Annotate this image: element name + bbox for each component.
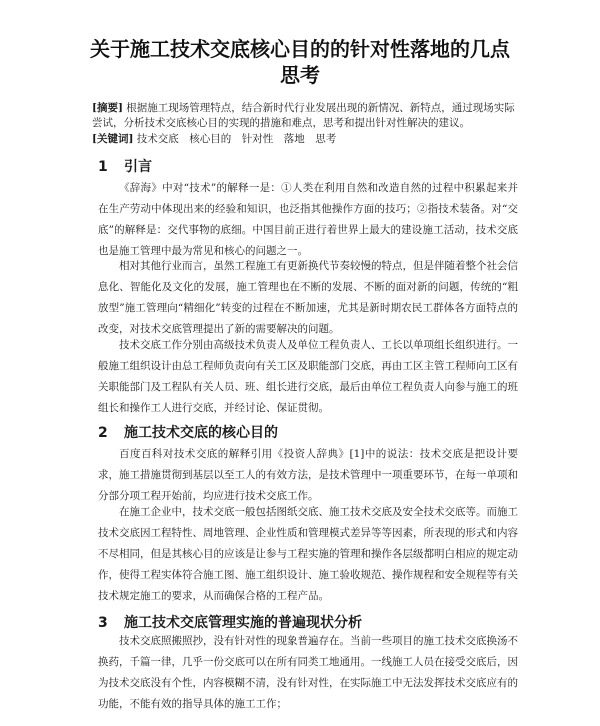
- paragraph: 技术交底照搬照抄，没有针对性的现象普遍存在。当前一些项目的施工技术交底换汤不换药，千篇一律，几乎一份交底可以在所有同类工地通用。一线施工人员在接受交底后，因为技术交底没有个性，内容模糊不清，没有针对性，在实际施工中无法发挥技术交底应有的功能，不能有效的指导具体的施工工作；: [98, 634, 518, 710]
- abstract-text: 根据施工现场管理特点，结合新时代行业发展出现的新情况、新特点，通过现场实际尝试，分析技术交底核心目的实现的措施和难点，思考和提出针对性解决的建议。: [92, 102, 515, 129]
- section-number: 1: [98, 159, 108, 175]
- keywords-label: [关键词]: [92, 133, 134, 145]
- section-number: 2: [98, 425, 108, 441]
- section-title: 施工技术交底的核心目的: [124, 425, 278, 441]
- document-title-line-1: 关于施工技术交底核心目的的针对性落地的几点: [90, 37, 510, 61]
- section-heading: [98, 424, 278, 442]
- keywords: [92, 132, 522, 147]
- document-title-line-2: 思考: [280, 63, 320, 87]
- paragraph: 相对其他行业而言，虽然工程施工有更新换代节奏较慢的特点，但是伴随着整个社会信息化、智能化及文化的发展，施工管理也在不断的发展、不断的面对新的问题，传统的“粗放型”施工管理向“精细化”转变的过程在不断加速，尤其是新时期农民工群体各方面特点的改变，对技术交底管理提出了新的需要解决的问题。: [98, 259, 518, 335]
- abstract-label: [摘要]: [92, 102, 123, 114]
- paragraph: 技术交底工作分别由高级技术负责人及单位工程负责人、工长以单项组长组织进行。一般施工组织设计由总工程师负责向有关工区及职能部门交底，再由工区主管工程师向工区有关职能部门及工程队有关人员、班、组长进行交底，最后由单位工程负责人向参与施工的班组长和操作工人进行交底，并经讨论、保证贯彻。: [98, 338, 518, 414]
- abstract: [92, 101, 522, 131]
- paragraph: 在施工企业中，技术交底一般包括图纸交底、施工技术交底及安全技术交底等。而施工技术交底因工程特性、周地管理、企业性质和管理模式差异等等因素，所表现的形式和内容不尽相同，但是其核心目的应该是让参与工程实施的管理和操作各层级都明白相应的规定动作，使得工程实体符合施工图、施工组织设计、施工验收规范、操作规程和安全规程等有关技术规定施工的要求，从而确保合格的工程产品。: [98, 505, 518, 602]
- section-heading: [98, 614, 362, 632]
- paragraph: 《辞海》中对“技术”的解释一是：①人类在利用自然和改造自然的过程中积累起来并在生产劳动中体现出来的经验和知识，也泛指其他操作方面的技巧；②指技术装备。对“交底”的解释是：交代事物的底细。中国目前正进行着世界上最大的建设施工活动，技术交底也是施工管理中最为常见和核心的问题之一。: [98, 181, 518, 257]
- section-title: 施工技术交底管理实施的普遍现状分析: [124, 615, 362, 631]
- section-title: 引言: [124, 159, 152, 175]
- keywords-text: 技术交底 核心目的 针对性 落地 思考: [136, 133, 337, 145]
- section-heading: [98, 158, 152, 176]
- paragraph: 百度百科对技术交底的解释引用《投资人辞典》[1]中的说法：技术交底是把设计要求，施工措施贯彻到基层以至工人的有效方法，是技术管理中一项重要环节，在每一单项和分部分项工程开始前，均应进行技术交底工作。: [98, 447, 518, 502]
- section-number: 3: [98, 615, 108, 631]
